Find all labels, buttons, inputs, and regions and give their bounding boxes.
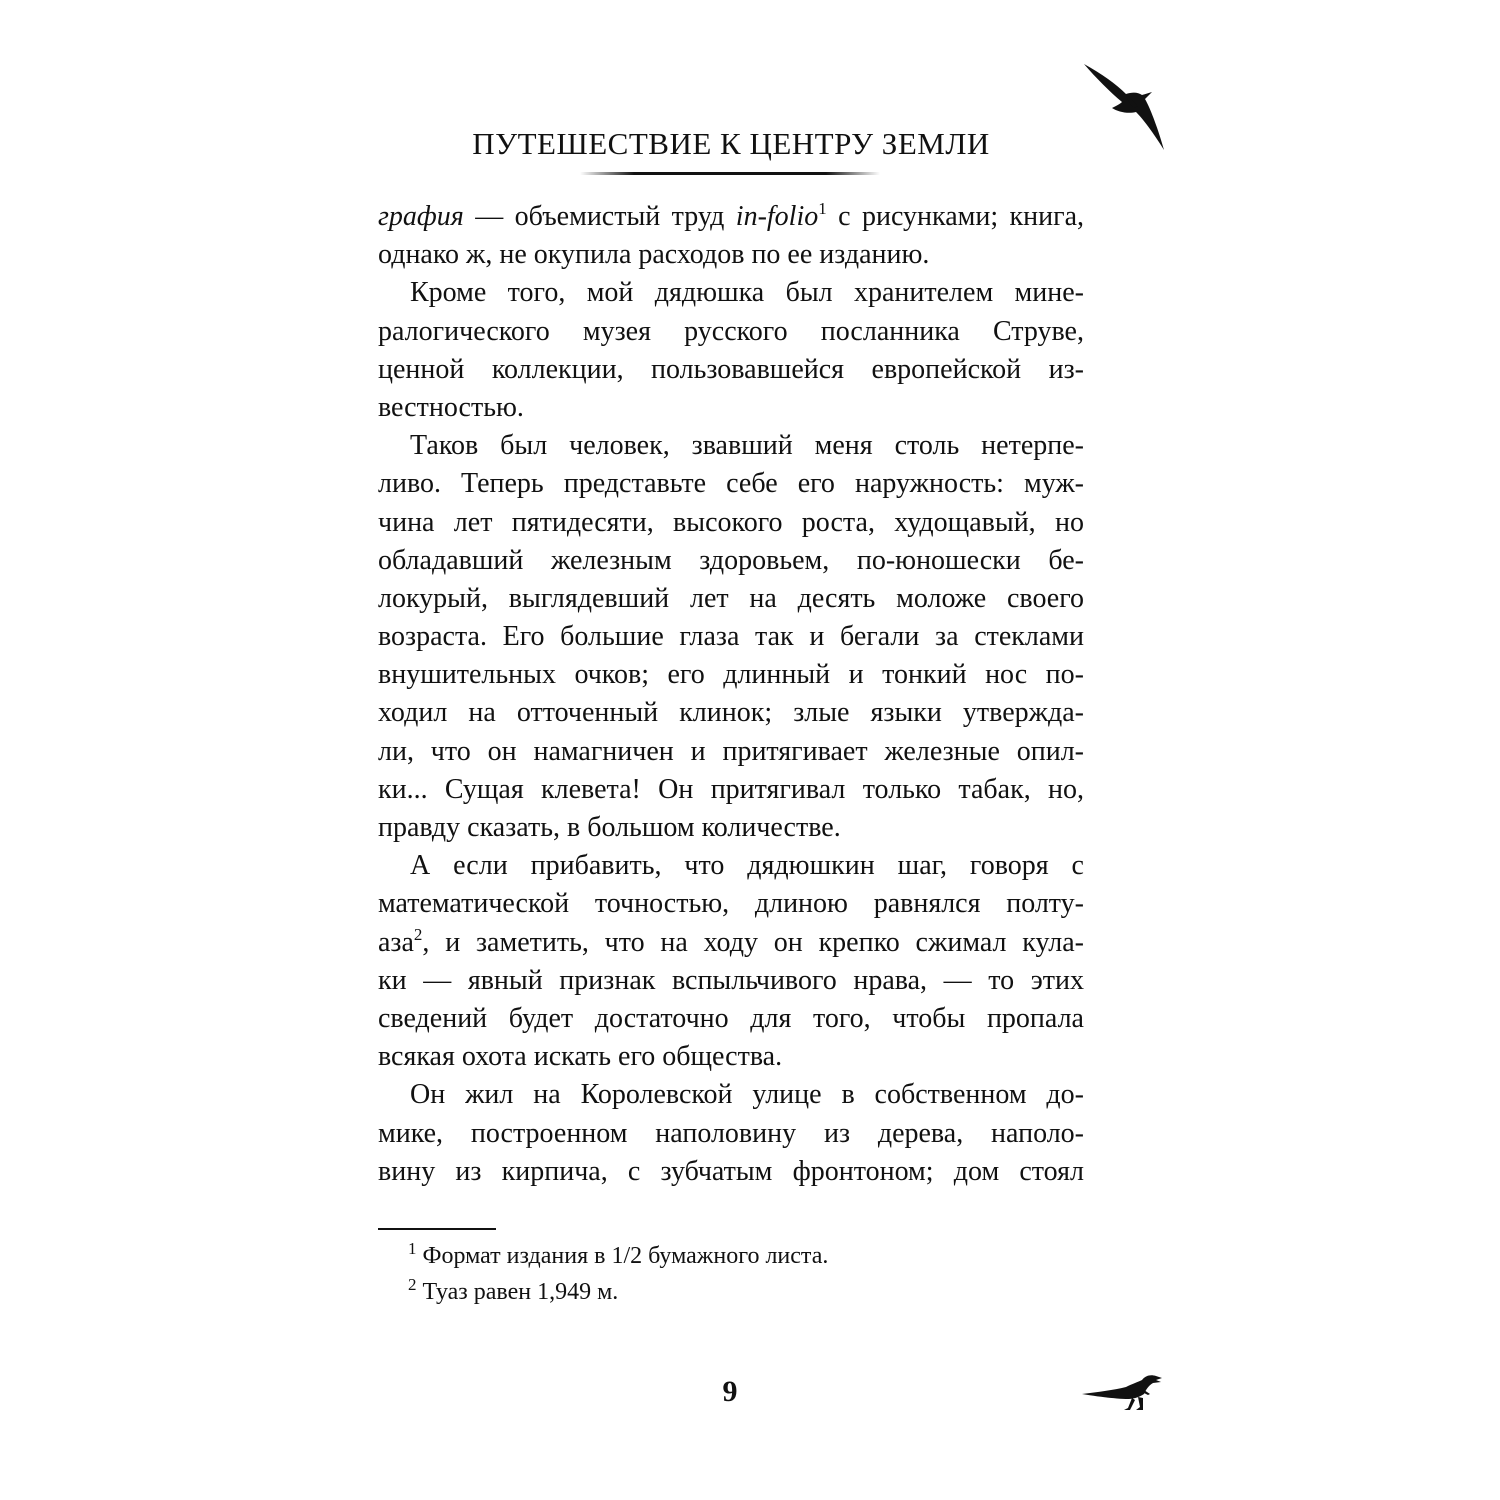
text-segment: с рисунками; книга, [826, 201, 1085, 232]
body-text [378, 198, 1084, 1191]
footnote-ref-1[interactable]: 1 [818, 199, 827, 218]
footnote-2 [408, 1274, 828, 1310]
text-line: обладавший железным здоровьем, по-юношески бе- [378, 544, 1084, 576]
text-line: чина лет пятидесяти, высокого роста, худощавый, но [378, 506, 1084, 538]
italic-term: in-folio [735, 201, 819, 232]
text-line: вестностью. [378, 391, 524, 423]
footnote-text: Туаз равен 1,949 м. [422, 1279, 619, 1305]
footnote-1 [408, 1238, 828, 1274]
text-line: возраста. Его большие глаза так и бегали за стеклами [378, 621, 1084, 653]
text-segment: аза [378, 926, 414, 958]
text-line: локурый, выглядевший лет на десять моложе своего [378, 582, 1084, 614]
text-line: вину из кирпича, с зубчатым фронтоном; дом стоял [378, 1155, 1084, 1187]
running-head-rule [580, 172, 880, 175]
text-line: сведений будет достаточно для того, чтобы пропала [378, 1002, 1084, 1034]
footnotes [408, 1238, 828, 1310]
text-line: правду сказать, в большом количестве. [378, 812, 841, 843]
italic-word: графия [378, 201, 464, 232]
text-line: внушительных очков; его длинный и тонкий нос по- [378, 659, 1084, 691]
footnote-mark: 2 [408, 1275, 417, 1294]
text-line: всякая охота искать его общества. [378, 1041, 783, 1073]
text-line: ливо. Теперь представьте себе его наружность: муж- [378, 468, 1084, 500]
text-line: Таков был человек, звавший меня столь нетерпе- [410, 430, 1084, 462]
text-line: Он жил на Королевской улице в собственном до- [410, 1079, 1084, 1111]
text-line: ралогического музея русского посланника Струве, [378, 315, 1084, 347]
text-line: однако ж, не окупила расходов по ее изданию. [378, 239, 930, 271]
text-line: ли, что он намагничен и притягивает железные опил- [378, 735, 1084, 767]
text-line: Кроме того, мой дядюшка был хранителем мине- [410, 277, 1084, 309]
text-line: ки — явный признак вспыльчивого нрава, — то этих [378, 964, 1084, 996]
text-line [378, 924, 1084, 962]
footnote-divider [378, 1228, 496, 1230]
text-line: математической точностью, длиною равнялся полту- [378, 888, 1084, 920]
footnote-ref-2[interactable]: 2 [413, 924, 423, 944]
footnote-text: Формат издания в 1/2 бумажного листа. [422, 1243, 829, 1269]
text-line: ки... Сущая клевета! Он притягивал только табак, но, [378, 773, 1084, 805]
text-segment: — объемистый труд [463, 201, 736, 232]
running-head: ПУТЕШЕСТВИЕ К ЦЕНТРУ ЗЕМЛИ [472, 126, 990, 161]
pterosaur-icon [1082, 62, 1166, 152]
text-line: ценной коллекции, пользовавшейся европейской из- [378, 353, 1084, 385]
text-segment: , и заметить, что на ходу он крепко сжимал кула- [422, 926, 1084, 958]
text-line: мике, построенном наполовину из дерева, наполо- [378, 1117, 1084, 1149]
text-line: А если прибавить, что дядюшкин шаг, говоря с [410, 850, 1084, 882]
dinosaur-icon [1082, 1372, 1164, 1412]
footnote-mark: 1 [408, 1239, 417, 1258]
page-number: 9 [722, 1375, 738, 1408]
text-line: ходил на отточенный клинок; злые языки утвержда- [378, 697, 1084, 729]
text-line [378, 198, 1084, 236]
